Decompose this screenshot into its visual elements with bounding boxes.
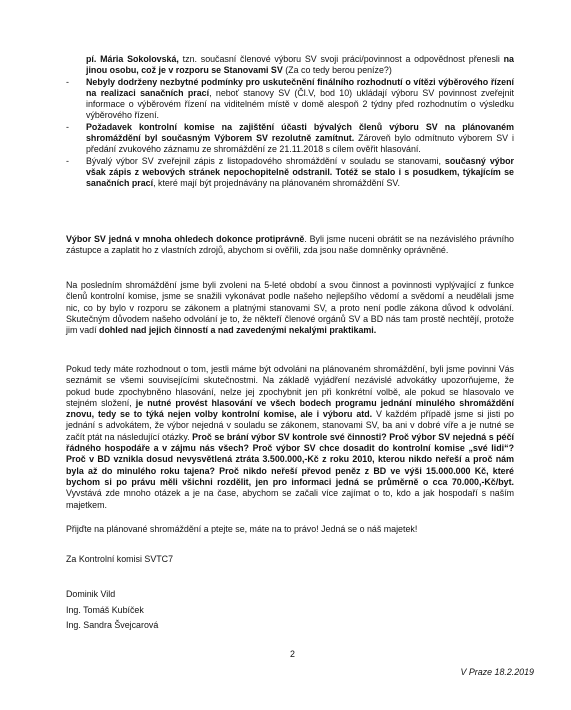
paragraph-illegal-conduct: Výbor SV jedná v mnoha ohledech dokonce protiprávně. Byli jsme nuceni obrátit se na nezávislého právního zástupce a zaplatit ho z vlastních zdrojů, abychom si ověřili, zda jsou naše domněnky oprávněné. <box>66 234 514 256</box>
signatory-name: Ing. Tomáš Kubíček <box>66 605 144 615</box>
list-item: - Požadavek kontrolní komise na zajištění účasti bývalých členů výboru SV na plánovaném shromáždění byl současným Výborem SV rezolutně zamítnut. Zároveň bylo odmítnuto výborem SV i předání zvukového záznamu ze shromáždění ze 21.11.2018 s cílem ověřit hlasování. <box>66 121 514 155</box>
bullet-dash: - <box>66 76 69 87</box>
place-date: V Praze 18.2.2019 <box>460 667 534 677</box>
bullet-dash: - <box>66 155 69 166</box>
list-item: - Nebyly dodrženy nezbytné podmínky pro uskutečnění finálního rozhodnutí o vítězi výběrového řízení na realizaci sanačních prací, neboť stanovy SV (Čl.V, bod 10) ukládají výboru SV povinnost zveřejnit informace o výběrovém řízení na viditelném místě v domě alespoň 2 týdny před rozhodnutím o výsledku výběrového řízení. <box>66 76 514 121</box>
signatory-name: Dominik Vild <box>66 589 116 599</box>
list-item: - Bývalý výbor SV zveřejnil zápis z listopadového shromáždění v souladu se stanovami, současný výbor však zápis z webových stránek nepochopitelně odstranil. Totéž se stalo i s posudkem, týkajícím se sanačních prací, které mají být projednávány na plánovaném shromáždění SV. <box>66 155 515 189</box>
paragraph-questions: Pokud tedy máte rozhodnout o tom, jestli máme být odvoláni na plánovaném shromáždění, byli jsme povinni Vás seznámit se všemi souvisejícími skutečnostmi. Na základě vyjádření nezávislé advokátky upozorňujeme, že pokud bude zpochybněno hlasování, nelze jej zpochybnit jen při konkrétní volbě, ale pokud se hlasovalo ve stejném složení, je nutné provést hlasování ve všech bodech programu jednání minulého shromáždění znovu, tedy se to týká nejen volby kontrolní komise, ale i výboru atd. V každém případě jsme si jisti po jednání s advokátem, že výbor nejedná v souladu se zákonem, stanovami SV, ba ani v dobré víře a je nutné se začít ptát na následující otázky. Proč se brání výbor SV kontrole své činnosti? Proč výbor SV nejedná s péčí řádného hospodáře a v zájmu nás všech? Proč výbor SV chce dosadit do kontrolní komise „své lidi“? Proč v BD vznikla dosud nevysvětlená ztráta 3.500.000,-Kč z roku 2010, kterou nikdo neřeší a proč nám byla až do minulého roku tajena? Proč nikdo neřeší převod peněz z BD ve výši 15.000.000 Kč, které bychom si po právu měli všichni rozdělit, jen pro informaci jedná se průměrně o cca 70.000,-Kč/byt. Vyvstává zde mnoho otázek a je na čase, abychom se začali více zajímat o to, kdo a jak hospodaří s naším majetkem. <box>66 364 514 510</box>
signatory-name: Ing. Sandra Švejcarová <box>66 620 159 630</box>
bullet-list <box>66 54 514 190</box>
page-number: 2 <box>290 649 295 659</box>
paragraph-dismissal-reason: Na posledním shromáždění jsme byli zvoleni na 5-leté období a svou činnost a povinnosti vyplývající z funkce členů kontrolní komise, jsme se snažili vykonávat podle našeho nejlepšího vědomí a svědomí a neudělali jsme nic, co by bylo v rozporu se zákonem a platnými stanovami SV, a proto není podle zákona důvod k odvolání. Skutečným důvodem našeho odvolání je to, že někteří členové orgánů SV a BD nás tam prostě nechtějí, protože jim vadí dohled nad jejich činností a nad zavedenými nekalými praktikami. <box>66 280 514 336</box>
list-item: pí. Mária Sokolovská, tzn. současní členové výboru SV svoji práci/povinnost a odpovědnost přenesli na jinou osobu, což je v rozporu se Stanovami SV (Za co tedy berou peníze?) <box>86 54 514 76</box>
paragraph-call-to-action: Přijďte na plánované shromáždění a ptejte se, máte na to právo! Jedná se o náš majetek! <box>66 524 418 534</box>
signature-heading: Za Kontrolní komisi SVTC7 <box>66 554 174 564</box>
bullet-dash: - <box>66 121 69 132</box>
